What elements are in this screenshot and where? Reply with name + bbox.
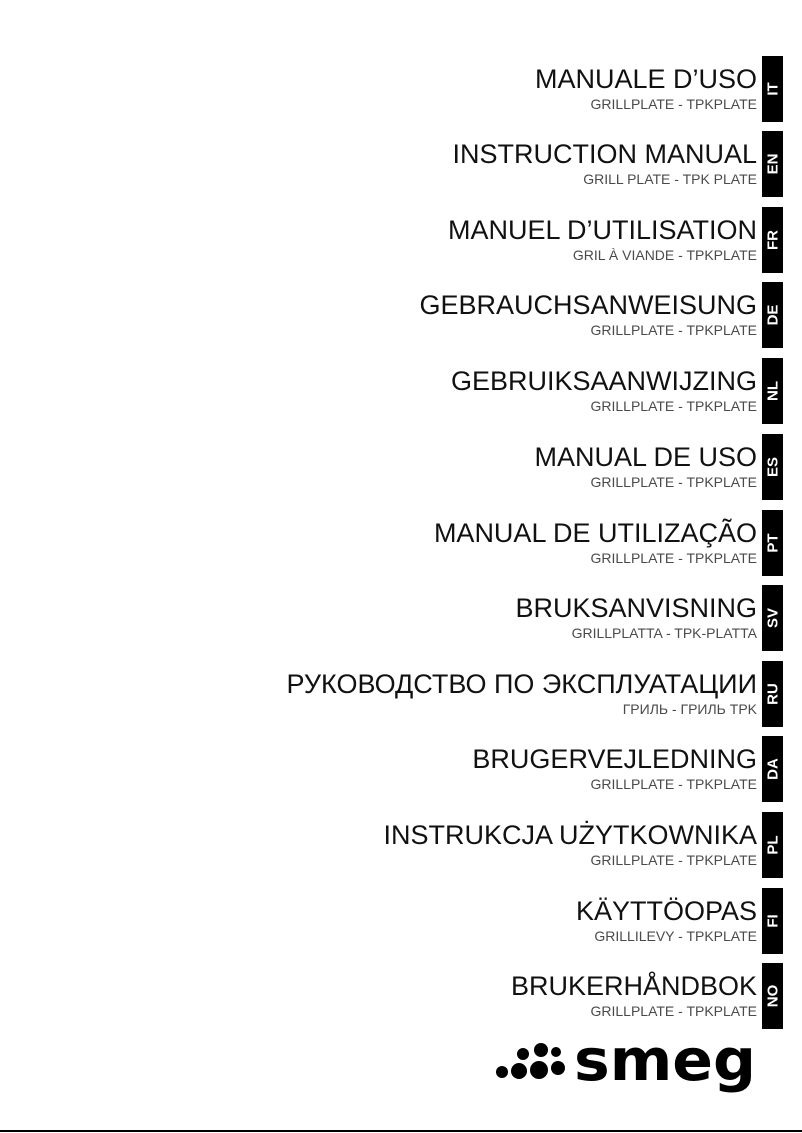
smeg-logo (494, 1034, 759, 1094)
manual-entry-sv (0, 593, 757, 642)
manual-title: РУКОВОДСТВО ПО ЭКСПЛУАТАЦИИ (286, 669, 757, 699)
manual-subtitle: GRILLPLATE - TPKPLATE (590, 398, 757, 414)
manual-subtitle: GRILLPLATE - TPKPLATE (590, 852, 757, 868)
language-tab-pt (762, 510, 783, 576)
language-code: PT (764, 533, 781, 553)
language-code: SV (764, 607, 781, 629)
manual-subtitle: ГРИЛЬ - ГРИЛЬ TPK (622, 701, 757, 717)
language-tab-fr (762, 207, 783, 273)
manual-title: MANUEL D’UTILISATION (447, 215, 757, 245)
language-code: PL (764, 835, 781, 855)
language-code: DE (764, 304, 781, 326)
manual-title: BRUKERHÅNDBOK (510, 971, 757, 1001)
language-tab-sv (762, 585, 783, 651)
manual-title: MANUAL DE USO (534, 442, 757, 472)
language-tab-it (762, 56, 783, 122)
language-code: NO (764, 984, 781, 1008)
manual-title: INSTRUCTION MANUAL (452, 139, 757, 169)
language-tab-fi (762, 888, 783, 954)
manual-subtitle: GRILLPLATE - TPKPLATE (590, 322, 757, 338)
manual-entry-es (0, 442, 757, 491)
language-tab-pl (762, 812, 783, 878)
language-code: FR (764, 230, 781, 250)
language-tab-en (762, 131, 783, 197)
language-code: NL (764, 381, 781, 401)
logo-wordmark: smeg (574, 1034, 756, 1094)
manual-title: MANUALE D’USO (534, 64, 757, 94)
manual-entry-ru (0, 669, 757, 718)
language-tab-ru (762, 661, 783, 727)
manual-title: BRUKSANVISNING (515, 593, 757, 623)
language-code: ES (764, 456, 781, 478)
manual-subtitle: GRILLPLATE - TPKPLATE (590, 550, 757, 566)
manual-entry-da (0, 744, 757, 793)
manual-subtitle: GRILLILEVY - TPKPLATE (594, 928, 757, 944)
language-code: IT (764, 82, 781, 96)
manual-subtitle: GRILLPLATE - TPKPLATE (590, 474, 757, 490)
manual-title: MANUAL DE UTILIZAÇÃO (433, 518, 757, 548)
manual-entry-nl (0, 366, 757, 415)
language-code: EN (764, 153, 781, 175)
manual-entry-pt (0, 518, 757, 567)
manual-subtitle: GRILLPLATTA - TPK-PLATTA (571, 625, 757, 641)
manual-entry-en (0, 139, 757, 188)
language-code: FI (764, 914, 781, 928)
manual-subtitle: GRILLPLATE - TPKPLATE (590, 1003, 757, 1019)
bottom-rule (0, 1130, 802, 1132)
manual-title: GEBRUIKSAANWIJZING (450, 366, 757, 396)
manual-subtitle: GRILLPLATE - TPKPLATE (590, 776, 757, 792)
language-tab-de (762, 282, 783, 348)
manual-entry-no (0, 971, 757, 1020)
manual-title: GEBRAUCHSANWEISUNG (419, 290, 757, 320)
language-tab-es (762, 434, 783, 500)
manual-entry-pl (0, 820, 757, 869)
manual-title: INSTRUKCJA UŻYTKOWNIKA (383, 820, 757, 850)
manual-subtitle: GRILLPLATE - TPKPLATE (590, 96, 757, 112)
manual-entry-de (0, 290, 757, 339)
manual-entry-fr (0, 215, 757, 264)
language-code: RU (764, 683, 781, 705)
language-tab-da (762, 736, 783, 802)
language-code: DA (764, 758, 781, 780)
manual-title: KÄYTTÖOPAS (575, 896, 757, 926)
manual-title: BRUGERVEJLEDNING (472, 744, 757, 774)
manual-subtitle: GRILL PLATE - TPK PLATE (583, 171, 757, 187)
logo-dots (496, 1043, 565, 1079)
manual-subtitle: GRIL À VIANDE - TPKPLATE (572, 247, 757, 263)
language-tab-no (762, 963, 783, 1029)
manual-entry-fi (0, 896, 757, 945)
manual-entry-it (0, 64, 757, 113)
language-tab-nl (762, 358, 783, 424)
